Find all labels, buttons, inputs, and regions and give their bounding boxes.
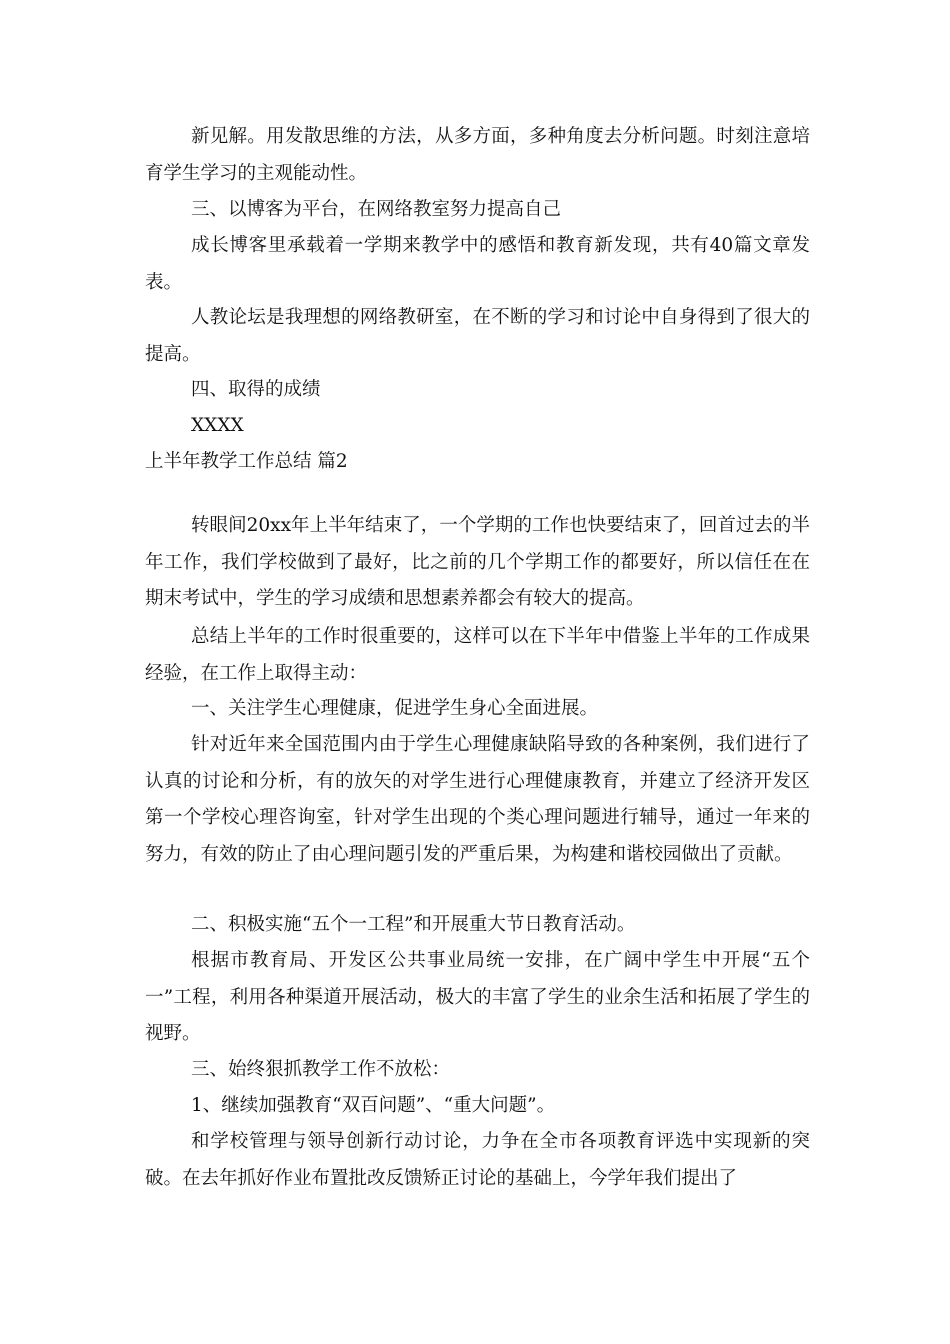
paragraph-blog: 成长博客里承载着一学期来教学中的感悟和教育新发现，共有40篇文章发表。	[145, 235, 810, 293]
section-heading-three: 三、以博客为平台，在网络教室努力提高自己	[191, 199, 562, 220]
paragraph-summary: 总结上半年的工作时很重要的，这样可以在下半年中借鉴上半年的工作成果经验，在工作上取得主动：	[145, 626, 810, 684]
paragraph-five-projects: 根据市教育局、开发区公共事业局统一安排，在广阔中学生中开展“五个一”工程，利用各种渠道开展活动，极大的丰富了学生的业余生活和拓展了学生的视野。	[145, 950, 810, 1044]
paragraph-innovation: 和学校管理与领导创新行动讨论，力争在全市各项教育评选中实现新的突破。在去年抓好作业布置批改反馈矫正讨论的基础上，今学年我们提出了	[145, 1131, 810, 1189]
paragraph-intro: 转眼间20xx年上半年结束了，一个学期的工作也快要结束了，回首过去的半年工作，我们学校做到了最好，比之前的几个学期工作的都要好，所以信任在在期末考试中，学生的学习成绩和思想素养都会有较大的提高。	[145, 515, 810, 609]
placeholder-text: XXXX	[191, 415, 244, 436]
section-heading-two: 二、积极实施“五个一工程”和开展重大节日教育活动。	[191, 914, 636, 935]
section-heading-four: 四、取得的成绩	[191, 379, 321, 400]
section-heading-three-b: 三、始终狠抓教学工作不放松：	[191, 1059, 451, 1080]
paragraph-forum: 人教论坛是我理想的网络教研室，在不断的学习和讨论中自身得到了很大的提高。	[145, 307, 810, 365]
article-title: 上半年教学工作总结 篇2	[145, 451, 348, 472]
subheading-one: 1、继续加强教育“双百问题”、“重大问题”。	[191, 1095, 556, 1116]
paragraph-continued: 新见解。用发散思维的方法，从多方面，多种角度去分析问题。时刻注意培育学生学习的主观能动性。	[145, 126, 810, 184]
paragraph-mental-health: 针对近年来全国范围内由于学生心理健康缺陷导致的各种案例，我们进行了认真的讨论和分析，有的放矢的对学生进行心理健康教育，并建立了经济开发区第一个学校心理咨询室，针对学生出现的个类心理问题进行辅导，通过一年来的努力，有效的防止了由心理问题引发的严重后果，为构建和谐校园做出了贡献。	[145, 734, 810, 865]
section-heading-one: 一、关注学生心理健康，促进学生身心全面进展。	[191, 698, 599, 719]
